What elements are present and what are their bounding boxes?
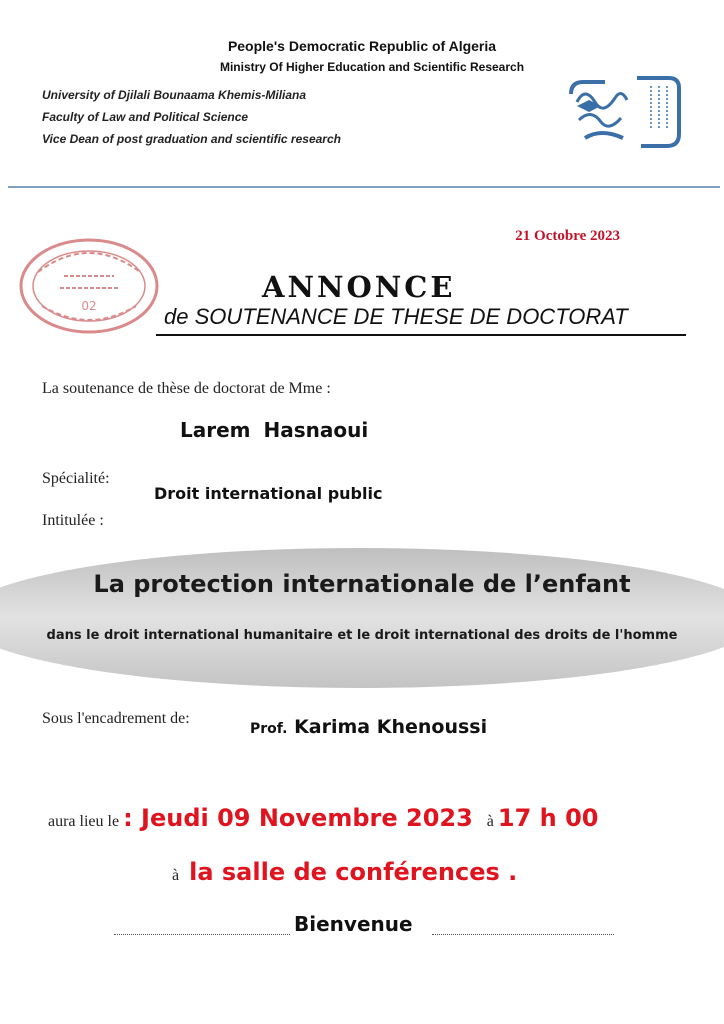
dotted-line-right — [432, 934, 614, 935]
thesis-subtitle: dans le droit international humanitaire et le droit international des droits de l'homme — [46, 628, 678, 643]
schedule-place-row — [172, 858, 517, 886]
supervisor-title: Prof. — [250, 721, 288, 737]
stamp-number: 02 — [81, 299, 97, 313]
university-logo-icon — [565, 72, 683, 154]
thesis-title: La protection internationale de l’enfant — [93, 570, 631, 598]
university-name: University of Djilali Bounaama Khemis-Miliana — [42, 88, 307, 102]
announcement-title: ANNONCE — [262, 270, 456, 304]
country-heading: People's Democratic Republic of Algeria — [227, 38, 497, 54]
title-label: Intitulée : — [42, 512, 104, 529]
official-stamp-icon — [14, 232, 164, 340]
supervisor — [250, 716, 487, 738]
announcement-date: 21 Octobre 2023 — [515, 228, 620, 244]
speciality-value: Droit international public — [154, 484, 383, 503]
closing-text: Bienvenue — [294, 912, 413, 936]
at-label: à — [486, 813, 494, 830]
dotted-line-left — [114, 934, 290, 935]
schedule-date-row — [48, 804, 599, 832]
defense-time: 17 h 00 — [497, 804, 599, 832]
supervision-label: Sous l'encadrement de: — [42, 710, 190, 727]
announcement-subtitle: de SOUTENANCE DE THESE DE DOCTORAT — [164, 304, 628, 329]
vice-dean-name: Vice Dean of post graduation and scientific research — [42, 132, 341, 146]
candidate-name: Larem Hasnaoui — [180, 418, 369, 442]
ministry-heading: Ministry Of Higher Education and Scientific Research — [219, 60, 525, 74]
speciality-label: Spécialité: — [42, 470, 110, 487]
defense-place: la salle de conférences . — [189, 858, 518, 886]
thesis-banner — [0, 548, 724, 688]
closing-row — [114, 912, 614, 942]
takes-place-label: aura lieu le — [48, 813, 120, 830]
faculty-name: Faculty of Law and Political Science — [42, 110, 249, 124]
header-divider — [8, 186, 720, 188]
defense-date: : Jeudi 09 Novembre 2023 — [123, 804, 473, 832]
intro-text: La soutenance de thèse de doctorat de Mme : — [42, 380, 331, 397]
title-underline — [156, 334, 686, 336]
supervisor-name: Karima Khenoussi — [294, 716, 488, 738]
at-place-label: à — [172, 867, 180, 884]
